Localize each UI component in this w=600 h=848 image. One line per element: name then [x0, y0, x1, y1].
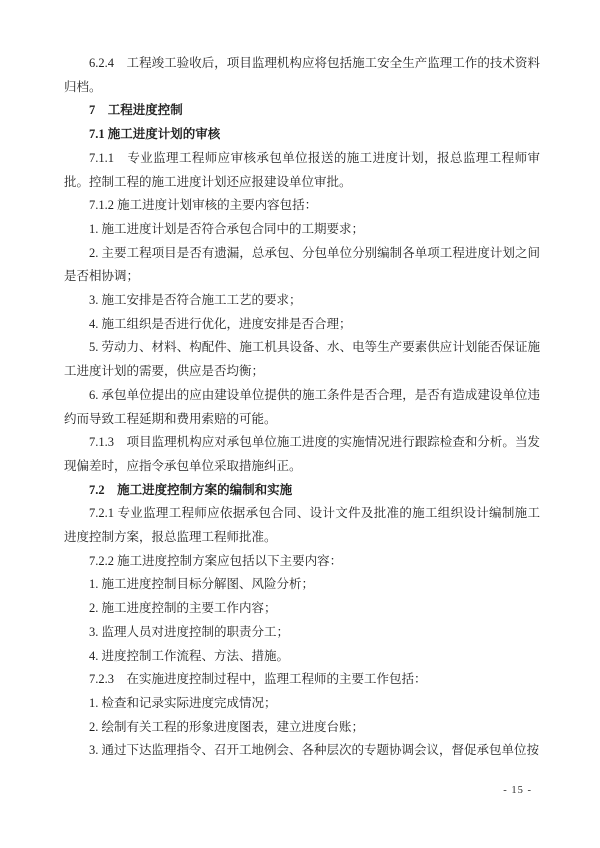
list-item-7-1-2-3: 3. 施工安排是否符合施工工艺的要求； — [89, 293, 302, 308]
list-item-7-2-3-1: 1. 检查和记录实际进度完成情况； — [89, 695, 277, 710]
document-body — [64, 52, 540, 763]
list-item-7-2-2-1: 1. 施工进度控制目标分解图、风险分析； — [89, 577, 315, 592]
list-item-7-1-2-1: 1. 施工进度计划是否符合承包合同中的工期要求； — [89, 221, 365, 236]
list-item-7-1-2-4: 4. 施工组织是否进行优化，进度安排是否合理； — [89, 316, 352, 331]
para-7-2-2: 7.2.2 施工进度控制方案应包括以下主要内容： — [89, 553, 343, 568]
list-item-7-1-2-5: 5. 劳动力、材料、构配件、施工机具设备、水、电等生产要素供应计划能否保证施工进度计划的需要，供应是否均衡； — [64, 340, 540, 379]
para-6-2-4: 6.2.4 工程竣工验收后，项目监理机构应将包括施工安全生产监理工作的技术资料归档。 — [64, 56, 540, 94]
heading-7-1: 7.1 施工进度计划的审核 — [89, 127, 221, 142]
list-item-7-1-2-6: 6. 承包单位提出的应由建设单位提供的施工条件是否合理，是否有造成建设单位违约而导致工程延期和费用索赔的可能。 — [64, 387, 540, 426]
page-number: - 15 - — [503, 785, 532, 796]
heading-7: 7 工程进度控制 — [89, 103, 183, 118]
list-item-7-2-3-2: 2. 绘制有关工程的形象进度图表，建立进度台账； — [89, 719, 365, 734]
para-7-2-3: 7.2.3 在实施进度控制过程中，监理工程师的主要工作包括： — [89, 672, 427, 687]
list-item-7-2-2-4: 4. 进度控制工作流程、方法、措施。 — [89, 648, 290, 663]
para-7-1-3: 7.1.3 项目监理机构应对承包单位施工进度的实施情况进行跟踪检查和分析。当发现偏差时，应指令承包单位采取措施纠正。 — [64, 435, 540, 473]
para-7-2-1: 7.2.1 专业监理工程师应依据承包合同、设计文件及批准的施工组织设计编制施工进度控制方案，报总监理工程师批准。 — [64, 506, 540, 545]
list-item-7-1-2-2: 2. 主要工程项目是否有遗漏，总承包、分包单位分别编制各单项工程进度计划之间是否相协调； — [64, 245, 540, 284]
list-item-7-2-3-3: 3. 通过下达监理指令、召开工地例会、各种层次的专题协调会议，督促承包单位按 — [89, 743, 540, 758]
list-item-7-2-2-3: 3. 监理人员对进度控制的职责分工； — [89, 624, 290, 639]
heading-7-2: 7.2 施工进度控制方案的编制和实施 — [89, 482, 293, 497]
list-item-7-2-2-2: 2. 施工进度控制的主要工作内容； — [89, 601, 277, 616]
para-7-1-2: 7.1.2 施工进度计划审核的主要内容包括： — [89, 198, 318, 213]
para-7-1-1: 7.1.1 专业监理工程师应审核承包单位报送的施工进度计划，报总监理工程师审批。控制工程的施工进度计划还应报建设单位审批。 — [64, 150, 540, 189]
